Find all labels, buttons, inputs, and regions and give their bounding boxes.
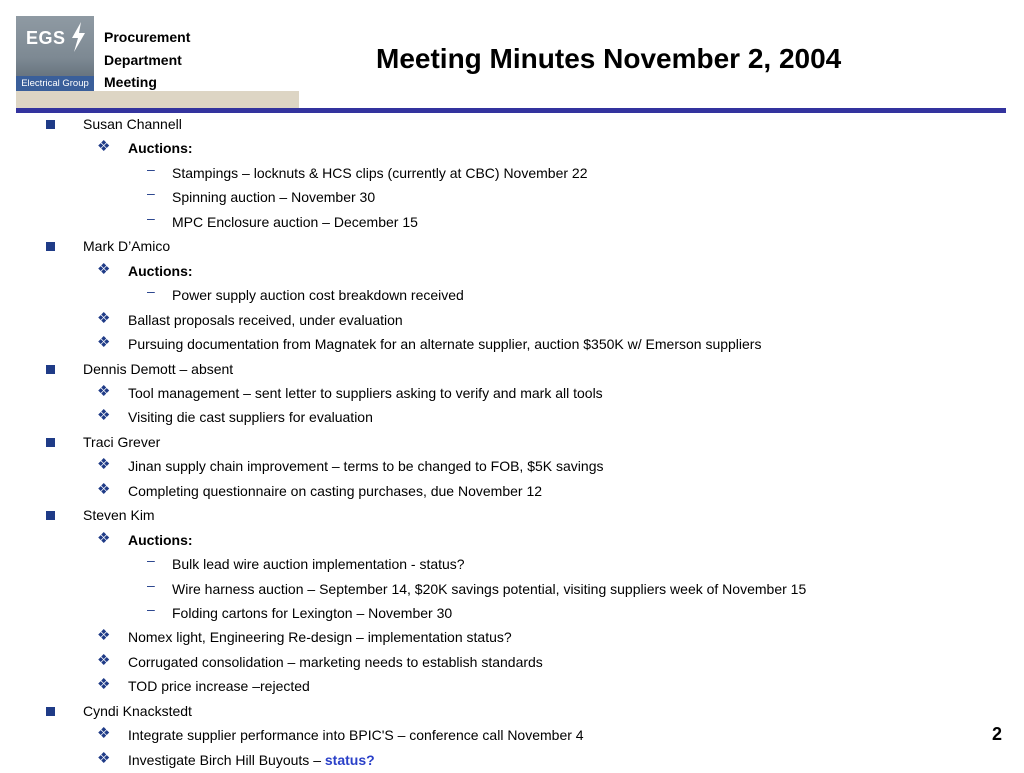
minutes-item-text xyxy=(128,654,543,670)
diamond-bullet-icon: ❖ xyxy=(97,627,111,645)
dash-bullet-icon: – xyxy=(147,160,155,177)
dash-bullet-icon: – xyxy=(147,185,155,202)
minutes-item-text xyxy=(128,385,603,401)
diamond-bullet-icon: ❖ xyxy=(97,480,111,498)
minutes-item-label: Auctions: xyxy=(128,262,193,279)
minutes-item-text xyxy=(128,312,403,328)
minutes-item-text xyxy=(83,703,192,719)
diamond-bullet-icon: ❖ xyxy=(97,407,111,425)
minutes-item-text xyxy=(83,116,182,132)
minutes-item-label: Jinan supply chain improvement – terms to be changed to FOB, $5K savings xyxy=(128,458,604,475)
minutes-item-text xyxy=(83,507,155,523)
minutes-item-label: Visiting die cast suppliers for evaluation xyxy=(128,409,373,426)
square-bullet-icon xyxy=(46,707,55,716)
minutes-item-text xyxy=(172,189,375,205)
square-bullet-icon xyxy=(46,120,55,129)
dash-bullet-icon: – xyxy=(147,601,155,617)
minutes-item-text xyxy=(128,458,603,474)
department-line: Meeting xyxy=(104,74,157,90)
dash-bullet-icon: – xyxy=(147,552,155,569)
minutes-item-text xyxy=(128,532,193,548)
diamond-bullet-icon: ❖ xyxy=(97,456,111,474)
minutes-item-text xyxy=(128,629,512,645)
header-rule xyxy=(16,108,1006,113)
minutes-item-label: Susan Channell xyxy=(83,116,182,132)
minutes-item-label: Bulk lead wire auction implementation - status? xyxy=(172,556,465,573)
minutes-item-text xyxy=(83,434,160,450)
minutes-item-text xyxy=(172,581,806,597)
minutes-item-label: Ballast proposals received, under evaluation xyxy=(128,311,403,328)
minutes-item-label: Traci Grever xyxy=(83,433,161,450)
minutes-item-text xyxy=(128,678,310,694)
department-line: Department xyxy=(104,51,182,68)
minutes-item-label: Nomex light, Engineering Re-design – implementation status? xyxy=(128,629,512,646)
minutes-item-text xyxy=(128,727,584,743)
diamond-bullet-icon: ❖ xyxy=(97,749,111,767)
minutes-item-text xyxy=(83,361,233,377)
minutes-item-label: Dennis Demott – absent xyxy=(83,360,234,377)
minutes-item-text xyxy=(172,165,587,181)
minutes-item-label: Integrate supplier performance into BPIC'S – conference call November 4 xyxy=(128,727,584,744)
diamond-bullet-icon: ❖ xyxy=(97,334,111,352)
egs-logo xyxy=(16,16,94,92)
department-line: Procurement xyxy=(104,29,191,45)
diamond-bullet-icon: ❖ xyxy=(97,309,111,327)
square-bullet-icon xyxy=(46,365,55,374)
minutes-item-label: Auctions: xyxy=(128,531,193,548)
minutes-item-text xyxy=(172,287,464,303)
diamond-bullet-icon: ❖ xyxy=(97,676,111,694)
department-label xyxy=(104,26,190,94)
status-highlight: status? xyxy=(324,751,375,768)
diamond-bullet-icon: ❖ xyxy=(97,138,111,156)
square-bullet-icon xyxy=(46,242,55,251)
minutes-item-label: Mark D’Amico xyxy=(83,238,171,255)
page-number: 2 xyxy=(992,724,1003,744)
minutes-item-label: Auctions: xyxy=(128,140,193,157)
minutes-item-text xyxy=(128,483,542,499)
diamond-bullet-icon: ❖ xyxy=(97,651,111,669)
diamond-bullet-icon: ❖ xyxy=(97,725,111,743)
dash-bullet-icon: – xyxy=(147,283,155,300)
diamond-bullet-icon: ❖ xyxy=(97,260,111,278)
minutes-item-label: Pursuing documentation from Magnatek for an alternate supplier, auction $350K w/ Emerson suppliers xyxy=(128,336,762,353)
minutes-item-text xyxy=(128,336,761,352)
minutes-item-label: Corrugated consolidation – marketing needs to establish standards xyxy=(128,653,543,670)
minutes-item-text xyxy=(128,409,373,425)
dash-bullet-icon: – xyxy=(147,576,155,593)
minutes-item-text xyxy=(128,752,375,768)
diamond-bullet-icon: ❖ xyxy=(97,382,111,400)
minutes-item-text xyxy=(172,605,452,621)
minutes-item-label: Investigate Birch Hill Buyouts – xyxy=(128,751,325,768)
minutes-item-text xyxy=(128,140,193,156)
minutes-item-text xyxy=(172,214,418,230)
minutes-item-text xyxy=(172,556,465,572)
lightning-bolt-icon xyxy=(68,22,88,52)
minutes-item-label: TOD price increase –rejected xyxy=(128,678,310,695)
minutes-item-label: Tool management – sent letter to suppliers asking to verify and mark all tools xyxy=(128,384,603,401)
page-title: Meeting Minutes November 2, 2004 xyxy=(376,43,842,74)
diamond-bullet-icon: ❖ xyxy=(97,529,111,547)
minutes-item-label: Folding cartons for Lexington – November 30 xyxy=(172,605,453,621)
minutes-item-label: Power supply auction cost breakdown received xyxy=(172,287,464,304)
dash-bullet-icon: – xyxy=(147,209,155,226)
minutes-item-text xyxy=(128,263,193,279)
logo-text: EGS xyxy=(26,28,66,48)
square-bullet-icon xyxy=(46,438,55,447)
minutes-item-text xyxy=(83,238,170,254)
minutes-item-label: Spinning auction – November 30 xyxy=(172,189,376,206)
minutes-item-label: Stampings – locknuts & HCS clips (currently at CBC) November 22 xyxy=(172,164,588,181)
logo-subtext: Electrical Group xyxy=(16,76,94,92)
square-bullet-icon xyxy=(46,511,55,520)
minutes-item-label: MPC Enclosure auction – December 15 xyxy=(172,213,418,230)
minutes-item-label: Steven Kim xyxy=(83,507,155,524)
minutes-item-label: Wire harness auction – September 14, $20K savings potential, visiting suppliers week of November 15 xyxy=(172,580,807,597)
minutes-item-label: Cyndi Knackstedt xyxy=(83,702,192,719)
minutes-item-label: Completing questionnaire on casting purchases, due November 12 xyxy=(128,482,543,499)
